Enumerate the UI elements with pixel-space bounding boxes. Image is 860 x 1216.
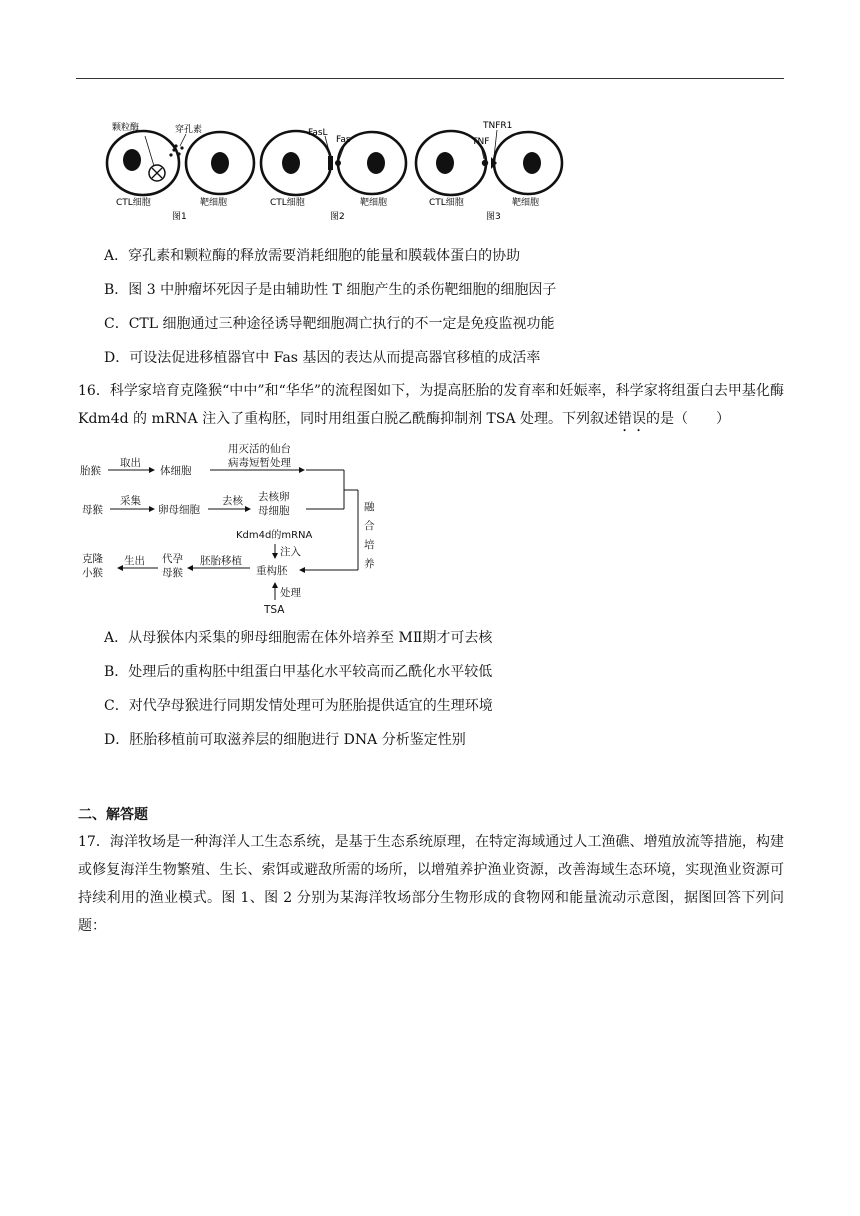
flow-enucleated-1: 去核卵 [258,491,290,503]
panel2-ctl-label: CTL细胞 [270,198,305,208]
flow-oocyte: 卵母细胞 [158,504,200,516]
flow-tsa: TSA [264,604,285,616]
flow-take-out: 取出 [120,457,141,469]
panel3-target-label: 靶细胞 [512,198,540,208]
q15-option-a: A．穿孔素和颗粒酶的释放需要消耗细胞的能量和膜载体蛋白的协助 [104,248,521,264]
panel1-ctl-label: CTL细胞 [116,198,151,208]
flow-treat: 处理 [280,587,301,599]
flow-surrogate-2: 母猴 [162,567,183,579]
q16-stem-emphasis: 错误 [618,411,647,427]
clone-flowchart [78,438,388,618]
q15-option-d: D．可设法促进移植器官中 Fas 基因的表达从而提高器官移植的成活率 [104,350,541,366]
label-perforin: 穿孔素 [175,125,203,135]
flow-mother-monkey: 母猴 [82,504,103,516]
header-rule [76,78,784,79]
section-title: 二、解答题 [78,807,148,823]
flow-birth: 生出 [124,555,145,567]
label-tnf: TNF [472,137,490,147]
flow-transfer: 胚胎移植 [200,555,242,567]
q16-option-a: A．从母猴体内采集的卵母细胞需在体外培养至 MⅡ期才可去核 [104,630,493,646]
q15-option-b: B．图 3 中肿瘤坏死因子是由辅助性 T 细胞产生的杀伤靶细胞的细胞因子 [104,282,557,298]
flow-somatic-cell: 体细胞 [160,465,192,477]
panel1-target-label: 靶细胞 [200,198,228,208]
label-fas: Fas [336,135,351,145]
flow-enucleate: 去核 [222,495,243,507]
flow-collect: 采集 [120,495,141,507]
q16-stem [78,377,784,435]
flow-reconstructed: 重构胚 [256,565,288,577]
q17-stem: 17．海洋牧场是一种海洋人工生态系统，是基于生态系统原理，在特定海域通过人工渔礁、增殖放流等措施，构建或修复海洋生物繁殖、生长、索饵或避敌所需的场所，以增殖养护渔业资源，改善海域生态环境，实现渔业资源可持续利用的渔业模式。图 1、图 2 分别为某海洋牧场部分生物形成的食物网和能量流动示意图，据图回答下列问题： [78,834,784,934]
panel2-target-label: 靶细胞 [360,198,388,208]
flow-clone-1: 克隆 [82,553,103,565]
flow-virus-2: 病毒短暂处理 [228,457,291,469]
flow-fusion-1: 融 [364,501,375,513]
label-fasl: FasL [308,128,328,138]
q15-option-c: C．CTL 细胞通过三种途径诱导靶细胞凋亡执行的不一定是免疫监视功能 [104,316,555,332]
flow-enucleated-2: 母细胞 [258,505,290,517]
label-tnfr1: TNFR1 [483,121,513,131]
panel3-caption: 图3 [486,212,501,222]
q16-option-c: C．对代孕母猴进行同期发情处理可为胚胎提供适宜的生理环境 [104,698,493,714]
panel1-caption: 图1 [172,212,187,222]
flow-fusion-4: 养 [364,558,375,570]
label-granzyme: 颗粒酶 [112,123,140,133]
flow-fusion-2: 合 [364,520,375,532]
q16-option-d: D．胚胎移植前可取滋养层的细胞进行 DNA 分析鉴定性别 [104,732,466,748]
q16-stem-end: 的是（ ） [646,411,731,427]
q16-option-b: B．处理后的重构胚中组蛋白甲基化水平较高而乙酰化水平较低 [104,664,493,680]
flow-fusion-3: 培 [364,539,375,551]
panel3-ctl-label: CTL细胞 [429,198,464,208]
flow-mrna: Kdm4d的mRNA [236,530,313,541]
flow-surrogate-1: 代孕 [162,553,183,565]
flow-inject: 注入 [280,546,301,558]
panel2-caption: 图2 [330,212,345,222]
flow-virus-1: 用灭活的仙台 [228,443,291,455]
flow-fetal-monkey: 胎猴 [80,465,101,477]
ctl-mechanism-figure [100,118,570,230]
flow-clone-2: 小猴 [82,567,103,579]
q16-stem-main: 16．科学家培育克隆猴“中中”和“华华”的流程图如下，为提高胚胎的发育率和妊娠率，科学家将组蛋白去甲基化酶 Kdm4d 的 mRNA 注入了重构胚，同时用组蛋白脱乙酰酶抑制剂 TSA 处理。下列叙述 [78,383,784,427]
